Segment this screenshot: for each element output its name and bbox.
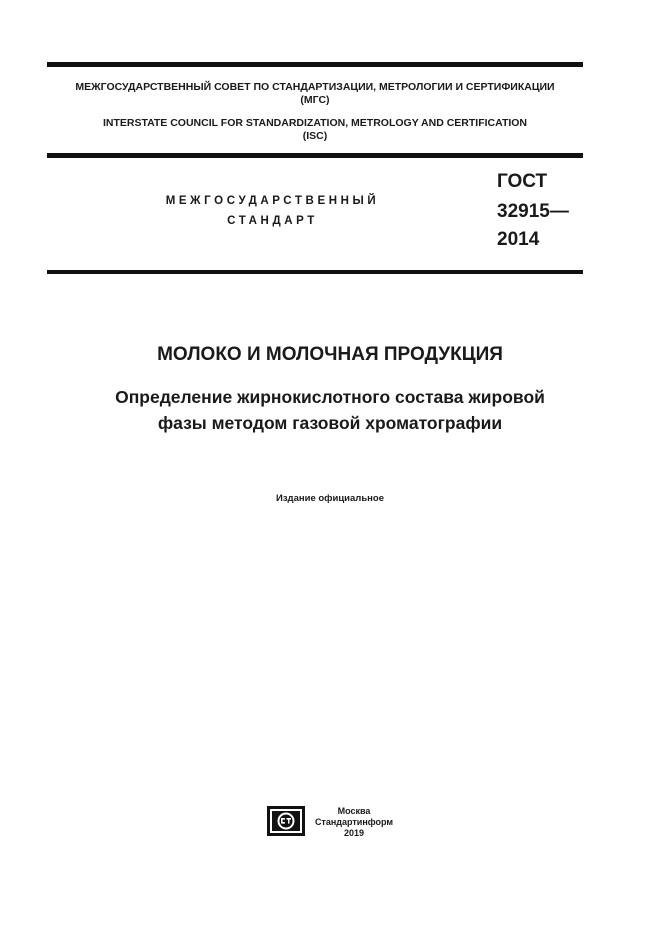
document-subtitle-line1: Определение жирнокислотного состава жировой [115, 387, 545, 407]
council-name-ru-line1: МЕЖГОСУДАРСТВЕННЫЙ СОВЕТ ПО СТАНДАРТИЗАЦИИ, МЕТРОЛОГИИ И СЕРТИФИКАЦИИ [75, 81, 555, 93]
council-abbr-ru: (МГС) [300, 94, 330, 106]
publisher-name: Стандартинформ [314, 817, 394, 827]
standard-label-line2: СТАНДАРТ [227, 215, 318, 227]
standard-label-line1: МЕЖГОСУДАРСТВЕННЫЙ [165, 195, 380, 207]
council-name-en [47, 117, 583, 143]
gost-designation-line1: ГОСТ [497, 171, 548, 192]
standartinform-logo-icon [267, 806, 305, 836]
edition-note: Издание официальное [276, 493, 384, 504]
document-title: МОЛОКО И МОЛОЧНАЯ ПРОДУКЦИЯ [157, 344, 503, 365]
top-rule [47, 62, 583, 67]
bottom-rule [47, 270, 583, 274]
council-name-ru [47, 81, 583, 107]
middle-rule [47, 153, 583, 158]
council-name-en-line1: INTERSTATE COUNCIL FOR STANDARDIZATION, METROLOGY AND CERTIFICATION [102, 117, 528, 129]
publisher-city: Москва [337, 806, 371, 816]
publisher-block [310, 806, 398, 839]
gost-designation-line3: 2014 [497, 229, 540, 250]
gost-designation-line2: 32915— [497, 201, 569, 222]
council-abbr-en: (ISC) [302, 130, 328, 142]
publication-year: 2019 [343, 828, 365, 838]
document-subtitle-line2: фазы методом газовой хроматографии [157, 413, 503, 433]
